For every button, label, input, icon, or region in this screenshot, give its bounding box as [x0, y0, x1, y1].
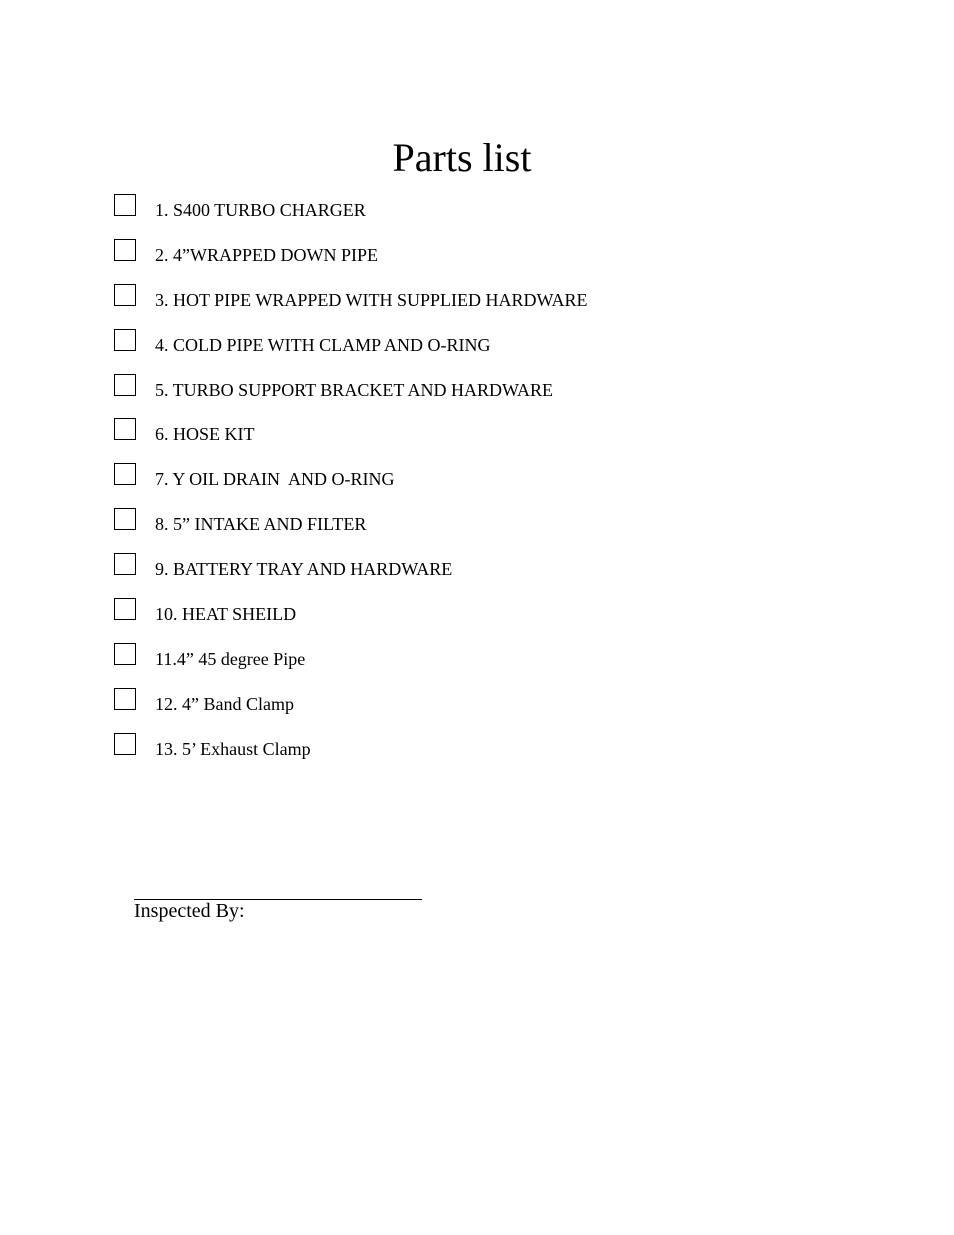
list-item [114, 194, 814, 239]
item-label: 1. S400 TURBO CHARGER [155, 200, 366, 220]
checkbox[interactable] [114, 553, 136, 575]
checkbox[interactable] [114, 374, 136, 396]
item-label: 2. 4”WRAPPED DOWN PIPE [155, 244, 378, 265]
checkbox[interactable] [114, 418, 136, 440]
list-item [114, 239, 814, 284]
item-label: 5. TURBO SUPPORT BRACKET AND HARDWARE [155, 379, 553, 400]
list-item [114, 688, 814, 733]
checkbox[interactable] [114, 463, 136, 485]
list-item [114, 284, 814, 329]
list-item [114, 508, 814, 553]
item-label: 7. Y OIL DRAIN AND O-RING [155, 469, 395, 490]
item-label: 12. 4” Band Clamp [155, 693, 294, 714]
checkbox[interactable] [114, 239, 136, 261]
list-item [114, 553, 814, 598]
checkbox[interactable] [114, 688, 136, 710]
list-item [114, 733, 814, 778]
page-title: Parts list [392, 135, 532, 180]
checkbox[interactable] [114, 194, 136, 216]
item-label: 9. BATTERY TRAY AND HARDWARE [155, 559, 453, 580]
item-label: 11.4” 45 degree Pipe [155, 648, 306, 669]
list-item [114, 643, 814, 688]
item-label: 3. HOT PIPE WRAPPED WITH SUPPLIED HARDWARE [155, 289, 588, 310]
list-item [114, 374, 814, 419]
inspected-by-label: Inspected By: [134, 900, 245, 922]
checkbox[interactable] [114, 284, 136, 306]
checkbox[interactable] [114, 508, 136, 530]
item-label: 6. HOSE KIT [155, 424, 255, 445]
checkbox[interactable] [114, 733, 136, 755]
item-label: 13. 5’ Exhaust Clamp [155, 738, 311, 759]
list-item [114, 463, 814, 508]
parts-list [114, 194, 814, 778]
checkbox[interactable] [114, 598, 136, 620]
item-label: 8. 5” INTAKE AND FILTER [155, 514, 367, 535]
item-label: 10. HEAT SHEILD [155, 604, 297, 625]
list-item [114, 598, 814, 643]
checkbox[interactable] [114, 643, 136, 665]
list-item [114, 418, 814, 463]
list-item [114, 329, 814, 374]
item-label: 4. COLD PIPE WITH CLAMP AND O-RING [155, 334, 491, 355]
checkbox[interactable] [114, 329, 136, 351]
